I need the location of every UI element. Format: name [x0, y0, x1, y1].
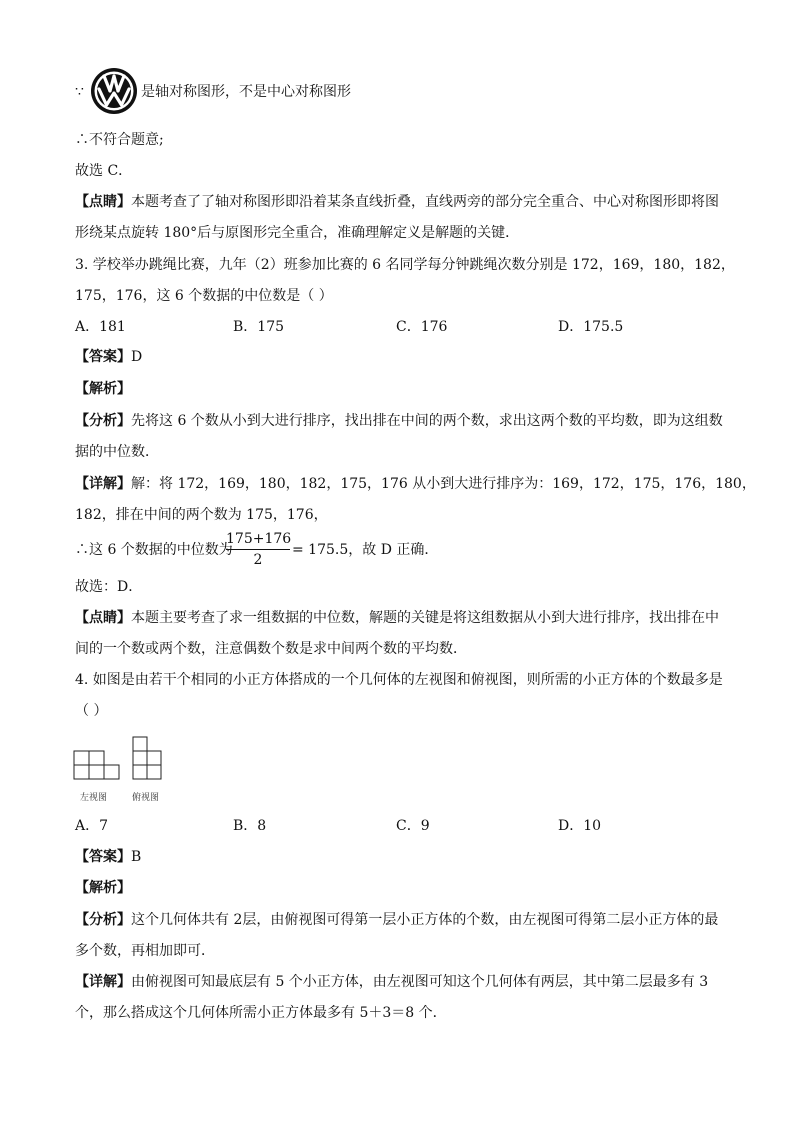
q3-stem-line-1: 3. 学校举办跳绳比赛，九年（2）班参加比赛的 6 名同学每分钟跳绳次数分别是 172，169，180，182， — [75, 257, 735, 273]
q3-option-b: B．175 — [233, 319, 285, 335]
q3-choice: 故选：D． — [75, 579, 143, 595]
note-line-1 — [75, 192, 719, 212]
q4-option-c: C．9 — [396, 818, 430, 834]
fenxi-text: 先将这 6 个数从小到大进行排序，找出排在中间的两个数，求出这两个数的平均数，即为这组数 — [131, 413, 723, 429]
q3-fenxi-line-1 — [75, 411, 723, 431]
vw-logo-icon — [90, 67, 138, 115]
note-text: 本题考查了了轴对称图形即沿着某条直线折叠，直线两旁的部分完全重合、中心对称图形即将图 — [131, 194, 719, 210]
q3-xiangjie-line-1 — [75, 474, 756, 494]
xiangjie-tag: 【详解】 — [75, 476, 131, 492]
q4-answer — [75, 847, 141, 867]
symmetry-statement: 是轴对称图形，不是中心对称图形 — [141, 84, 351, 100]
q4-option-b: B．8 — [233, 818, 267, 834]
answer-value: D — [131, 349, 143, 365]
q4-option-d: D．10 — [558, 818, 602, 834]
note-line-2: 形绕某点旋转 180°后与原图形完全重合，准确理解定义是解题的关键． — [75, 225, 520, 241]
choice-line: 故选 C． — [75, 163, 133, 179]
answer-tag: 【答案】 — [75, 349, 131, 365]
q3-option-c: C．176 — [396, 319, 448, 335]
fraction-numerator: 175+176 — [226, 530, 290, 550]
note-tag: 【点睛】 — [75, 610, 131, 626]
xiangjie-text: 解：将 172，169，180，182，175，176 从小到大进行排序为：169，172，175，176，180， — [131, 476, 756, 492]
answer-tag: 【答案】 — [75, 849, 131, 865]
fraction-denominator: 2 — [253, 552, 263, 568]
q3-analysis-heading: 【解析】 — [75, 381, 131, 397]
q3-option-d: D．175.5 — [558, 319, 624, 335]
q3-median-post: = 175.5，故 D 正确． — [292, 542, 439, 558]
answer-value: B — [131, 849, 142, 865]
top-view-caption: 俯视图 — [132, 793, 160, 803]
q4-analysis-heading: 【解析】 — [75, 880, 131, 896]
q3-median-pre: ∴这 6 个数据的中位数为 — [75, 542, 233, 558]
q3-answer — [75, 347, 142, 367]
q4-option-a: A．7 — [75, 818, 109, 834]
views-figure — [72, 736, 172, 806]
q3-fenxi-line-2: 据的中位数． — [75, 444, 159, 460]
note-tag: 【点睛】 — [75, 194, 131, 210]
median-fraction — [226, 530, 290, 569]
q4-stem-line-2: （ ） — [75, 703, 108, 719]
q4-stem-line-1: 4. 如图是由若干个相同的小正方体搭成的一个几何体的左视图和俯视图，则所需的小正方体的个数最多是 — [75, 672, 723, 688]
q3-xiangjie-line-2: 182，排在中间的两个数为 175，176， — [75, 507, 328, 523]
views-drawing — [72, 736, 172, 786]
q3-stem-line-2: 175，176，这 6 个数据的中位数是（ ） — [75, 288, 333, 304]
left-view-caption: 左视图 — [80, 793, 108, 803]
fenxi-tag: 【分析】 — [75, 912, 131, 928]
q3-note-line-2: 间的一个数或两个数，注意偶数个数是求中间两个数的平均数． — [75, 641, 467, 657]
fenxi-text: 这个几何体共有 2层，由俯视图可得第一层小正方体的个数，由左视图可得第二层小正方体的最 — [131, 912, 719, 928]
note-text: 本题主要考查了求一组数据的中位数，解题的关键是将这组数据从小到大进行排序，找出排在中 — [131, 610, 719, 626]
conclusion-line: ∴不符合题意; — [75, 132, 164, 148]
xiangjie-text: 由俯视图可知最底层有 5 个小正方体，由左视图可知这个几何体有两层，其中第二层最多有 3 — [131, 974, 709, 990]
q4-fenxi-line-2: 多个数，再相加即可． — [75, 943, 215, 959]
because-symbol: ∵ — [75, 84, 84, 100]
q4-xiangjie-line-2: 个，那么搭成这个几何体所需小正方体最多有 5＋3＝8 个． — [75, 1005, 447, 1021]
q3-option-a: A．181 — [75, 319, 126, 335]
fenxi-tag: 【分析】 — [75, 413, 131, 429]
xiangjie-tag: 【详解】 — [75, 974, 131, 990]
q3-note-line-1 — [75, 608, 719, 628]
q4-xiangjie-line-1 — [75, 972, 708, 992]
q4-fenxi-line-1 — [75, 910, 718, 930]
